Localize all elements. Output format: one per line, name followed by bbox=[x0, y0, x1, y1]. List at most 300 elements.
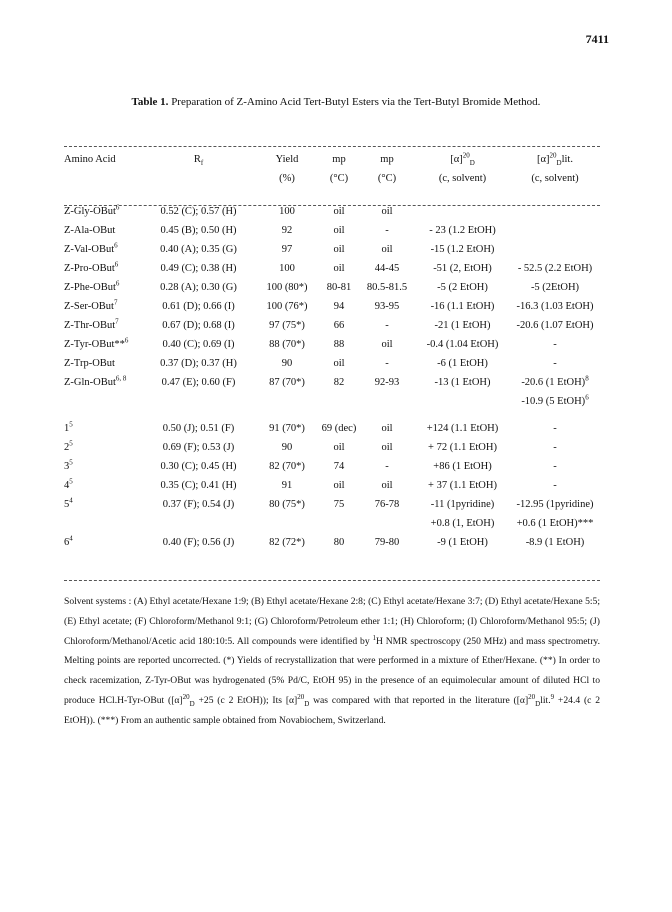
cell-mp2-value: 80.5-81.5 bbox=[366, 282, 408, 293]
cell-rot-value: -51 (2, EtOH) bbox=[433, 263, 492, 274]
cell-mp1-value: 74 bbox=[333, 461, 345, 472]
cell-amino-acid bbox=[64, 457, 142, 476]
cell-amino-acid bbox=[64, 202, 142, 221]
cell-mp1-value: 75 bbox=[333, 499, 345, 510]
cell-mp2 bbox=[359, 316, 415, 335]
header-lit-sub: D bbox=[556, 159, 562, 168]
amino-acid-ref: 4 bbox=[69, 534, 73, 543]
cell-lit bbox=[510, 457, 600, 476]
cell-rf-value: 0.37 (F); 0.54 (J) bbox=[162, 499, 235, 510]
cell-mp1 bbox=[319, 221, 359, 240]
cell-mp1-value: 80 bbox=[333, 537, 345, 548]
cell-amino-acid bbox=[64, 316, 142, 335]
cell-amino-acid bbox=[64, 392, 142, 411]
table-row bbox=[64, 297, 600, 316]
cell-lit bbox=[510, 533, 600, 552]
cell-mp1-value: oil bbox=[333, 206, 345, 217]
cell-mp1 bbox=[319, 316, 359, 335]
footnote-text-1: Solvent systems : (A) Ethyl acetate/Hexane 1:9; (B) Ethyl acetate/Hexane 2:8; (C) Ethyl acetate/Hexane 3:7; (D) Ethyl acetate/Hexane 5:5; (E) Ethyl acetate; (F) Chloroform/Methanol 9:1; (G) Chloroform/Petroleum ether 1:1; (H) Chloroform; (I) Chloroform/Methanol 95:5; (J) Chloroform/Methanol/Acetic acid 180:10:5. All compounds were identified by bbox=[64, 596, 600, 647]
cell-amino-acid bbox=[64, 335, 142, 354]
cell-lit bbox=[510, 373, 600, 392]
footnote-nmr-sup: 1 bbox=[372, 633, 376, 642]
cell-mp1-value: 94 bbox=[333, 301, 345, 312]
cell-lit-value: -8.9 (1 EtOH) bbox=[525, 537, 585, 548]
data-table bbox=[64, 150, 600, 552]
table-row bbox=[64, 240, 600, 259]
cell-rf-value: 0.49 (C); 0.38 (H) bbox=[160, 263, 237, 274]
cell-rf-value: 0.40 (C); 0.69 (I) bbox=[162, 339, 235, 350]
cell-rf-value: 0.28 (A); 0.30 (G) bbox=[160, 282, 237, 293]
cell-mp2-value: 79-80 bbox=[374, 537, 400, 548]
footnote-text-3: +25 (c 2 EtOH)); Its [α] bbox=[194, 694, 298, 706]
cell-mp1 bbox=[319, 419, 359, 438]
cell-rot bbox=[415, 259, 510, 278]
cell-rot bbox=[415, 457, 510, 476]
table-row bbox=[64, 476, 600, 495]
cell-mp1-value: 82 bbox=[333, 377, 345, 388]
cell-rf bbox=[142, 297, 255, 316]
cell-mp1 bbox=[319, 335, 359, 354]
cell-lit bbox=[510, 278, 600, 297]
table-row bbox=[64, 373, 600, 392]
header-rotation-lit bbox=[510, 150, 600, 169]
cell-lit bbox=[510, 354, 600, 373]
amino-acid-name: 4 bbox=[64, 480, 70, 491]
cell-rot bbox=[415, 533, 510, 552]
footnote-sub-1: D bbox=[189, 699, 195, 708]
cell-rf bbox=[142, 202, 255, 221]
footnote-text-5: lit. bbox=[540, 694, 551, 706]
amino-acid-ref: 7 bbox=[113, 298, 118, 307]
cell-lit-value: - 52.5 (2.2 EtOH) bbox=[517, 263, 593, 274]
cell-yield bbox=[255, 221, 319, 240]
cell-amino-acid bbox=[64, 438, 142, 457]
table-row bbox=[64, 316, 600, 335]
cell-mp2-value: 76-78 bbox=[374, 499, 400, 510]
cell-rf-value: 0.52 (C); 0.57 (H) bbox=[160, 206, 237, 217]
header-rf-label: R bbox=[193, 154, 201, 165]
cell-yield-value: 100 (76*) bbox=[266, 301, 308, 312]
cell-mp2-value: 93-95 bbox=[374, 301, 400, 312]
header-lit-suffix: lit. bbox=[561, 154, 573, 165]
cell-rf bbox=[142, 495, 255, 514]
cell-mp2 bbox=[359, 202, 415, 221]
cell-mp2 bbox=[359, 533, 415, 552]
cell-yield-value: 82 (72*) bbox=[269, 537, 305, 548]
cell-mp1-value: 66 bbox=[333, 320, 345, 331]
cell-rf-value: 0.40 (F); 0.56 (J) bbox=[162, 537, 235, 548]
table-row bbox=[64, 259, 600, 278]
cell-amino-acid bbox=[64, 221, 142, 240]
cell-amino-acid bbox=[64, 259, 142, 278]
cell-mp2 bbox=[359, 335, 415, 354]
cell-rf bbox=[142, 221, 255, 240]
cell-yield bbox=[255, 202, 319, 221]
header-rf-sub: f bbox=[200, 159, 204, 168]
amino-acid-ref: 4 bbox=[69, 496, 73, 505]
cell-rot bbox=[415, 278, 510, 297]
header-rotation bbox=[415, 150, 510, 169]
cell-rot bbox=[415, 392, 510, 411]
cell-amino-acid bbox=[64, 533, 142, 552]
cell-lit bbox=[510, 316, 600, 335]
cell-mp1 bbox=[319, 438, 359, 457]
cell-yield bbox=[255, 297, 319, 316]
header-mp: mp bbox=[332, 154, 346, 165]
cell-lit-value: - bbox=[553, 480, 557, 491]
table-caption bbox=[0, 96, 672, 108]
cell-amino-acid bbox=[64, 354, 142, 373]
amino-acid-ref: 5 bbox=[69, 458, 73, 467]
footnote-sub-2: D bbox=[304, 699, 310, 708]
cell-rf-value: 0.40 (A); 0.35 (G) bbox=[160, 244, 237, 255]
cell-rot bbox=[415, 221, 510, 240]
cell-yield-value: 90 bbox=[281, 442, 293, 453]
cell-mp1 bbox=[319, 495, 359, 514]
footnote-sup-3: 20 bbox=[528, 692, 536, 701]
cell-lit-ref: 6 bbox=[585, 393, 589, 402]
cell-rot-value: -6 (1 EtOH) bbox=[437, 358, 488, 369]
cell-mp1 bbox=[319, 514, 359, 533]
cell-lit bbox=[510, 392, 600, 411]
cell-mp1-value: oil bbox=[333, 263, 345, 274]
cell-rot-value: - 23 (1.2 EtOH) bbox=[429, 225, 496, 236]
cell-yield bbox=[255, 259, 319, 278]
cell-rot-value: -15 (1.2 EtOH) bbox=[430, 244, 495, 255]
cell-yield-value: 97 bbox=[281, 244, 293, 255]
cell-rot bbox=[415, 297, 510, 316]
cell-yield bbox=[255, 476, 319, 495]
cell-lit-value: -20.6 (1 EtOH) bbox=[521, 377, 586, 388]
cell-mp2-value: oil bbox=[381, 480, 393, 491]
header-rotation-sup: 20 bbox=[462, 151, 470, 160]
cell-rot-value: +0.8 (1, EtOH) bbox=[430, 518, 495, 529]
cell-mp1 bbox=[319, 278, 359, 297]
cell-mp2 bbox=[359, 495, 415, 514]
cell-mp1-value: oil bbox=[333, 442, 345, 453]
cell-rf bbox=[142, 316, 255, 335]
cell-lit-ref: 8 bbox=[585, 374, 589, 383]
cell-rot-value: -9 (1 EtOH) bbox=[437, 537, 488, 548]
cell-rot bbox=[415, 373, 510, 392]
header-rotation-sub: D bbox=[469, 159, 475, 168]
cell-amino-acid bbox=[64, 514, 142, 533]
header-rotation-lit-unit: (c, solvent) bbox=[531, 173, 579, 184]
cell-yield bbox=[255, 514, 319, 533]
cell-mp1-value: oil bbox=[333, 225, 345, 236]
header-rotation-label: [α] bbox=[450, 154, 463, 165]
cell-mp1-value: 88 bbox=[333, 339, 345, 350]
cell-mp2 bbox=[359, 457, 415, 476]
cell-rf bbox=[142, 514, 255, 533]
cell-lit-value: -5 (2EtOH) bbox=[530, 282, 580, 293]
cell-mp2 bbox=[359, 392, 415, 411]
cell-mp2-value: oil bbox=[381, 339, 393, 350]
cell-mp1 bbox=[319, 533, 359, 552]
cell-amino-acid bbox=[64, 297, 142, 316]
cell-rot bbox=[415, 316, 510, 335]
cell-mp1 bbox=[319, 297, 359, 316]
cell-lit bbox=[510, 419, 600, 438]
amino-acid-name: 6 bbox=[64, 537, 70, 548]
header-yield: Yield bbox=[275, 154, 299, 165]
cell-rot bbox=[415, 335, 510, 354]
cell-rf-value: 0.37 (D); 0.37 (H) bbox=[160, 358, 237, 369]
amino-acid-name: Z-Val-OBut bbox=[64, 244, 115, 255]
amino-acid-ref: 6 bbox=[115, 203, 120, 212]
cell-mp2-value: - bbox=[385, 358, 389, 369]
table-row bbox=[64, 495, 600, 514]
page-number: 7411 bbox=[585, 32, 609, 46]
cell-mp1-value: 69 (dec) bbox=[321, 423, 357, 434]
cell-lit bbox=[510, 259, 600, 278]
table-bottom-rule bbox=[64, 580, 600, 581]
cell-rot bbox=[415, 202, 510, 221]
amino-acid-name: 5 bbox=[64, 499, 70, 510]
cell-amino-acid bbox=[64, 495, 142, 514]
cell-mp1 bbox=[319, 202, 359, 221]
cell-rot bbox=[415, 240, 510, 259]
cell-lit-value: +0.6 (1 EtOH)*** bbox=[516, 518, 594, 529]
cell-mp1 bbox=[319, 259, 359, 278]
footnote-sub-3: D bbox=[535, 699, 541, 708]
cell-rf-value: 0.47 (E); 0.60 (F) bbox=[161, 377, 236, 388]
amino-acid-ref: 5 bbox=[69, 439, 73, 448]
cell-rot bbox=[415, 495, 510, 514]
amino-acid-name: Z-Tyr-OBut** bbox=[64, 339, 125, 350]
cell-rot-value: + 72 (1.1 EtOH) bbox=[428, 442, 497, 453]
cell-mp1 bbox=[319, 373, 359, 392]
cell-rf bbox=[142, 457, 255, 476]
cell-yield-value: 80 (75*) bbox=[269, 499, 305, 510]
cell-mp1-value: 80-81 bbox=[326, 282, 352, 293]
cell-rf bbox=[142, 373, 255, 392]
cell-yield bbox=[255, 457, 319, 476]
cell-rf bbox=[142, 278, 255, 297]
footnote-text-2: H NMR spectroscopy (250 MHz) and mass spectrometry. Melting points are reported uncorrected. (*) Yields of recrystallization that were performed in a mixture of Ether/Hexane. (**) In order to check racemization, Z-Tyr-OBut was hydrogenated (5% Pd/C, EtOH 95) in the presence of an equimolecular amount of diluted HCl to produce HCl.H-Tyr-OBut ([α] bbox=[64, 635, 600, 706]
cell-lit bbox=[510, 514, 600, 533]
cell-mp2-value: oil bbox=[381, 206, 393, 217]
cell-lit-value: -12.95 (1pyridine) bbox=[516, 499, 594, 510]
cell-lit bbox=[510, 335, 600, 354]
cell-yield bbox=[255, 392, 319, 411]
header-lit-sup: 20 bbox=[549, 151, 557, 160]
amino-acid-name: Z-Phe-OBut bbox=[64, 282, 116, 293]
cell-mp1 bbox=[319, 354, 359, 373]
cell-lit bbox=[510, 297, 600, 316]
table-row bbox=[64, 514, 600, 533]
cell-mp2-value: - bbox=[385, 225, 389, 236]
cell-mp2-value: oil bbox=[381, 423, 393, 434]
header-amino-acid: Amino Acid bbox=[64, 154, 116, 165]
amino-acid-name: 1 bbox=[64, 423, 70, 434]
cell-rf-value: 0.35 (C); 0.41 (H) bbox=[160, 480, 237, 491]
cell-mp2 bbox=[359, 514, 415, 533]
footnote-text-4: was compared with that reported in the literature ([α] bbox=[309, 694, 529, 706]
cell-mp1-value: oil bbox=[333, 358, 345, 369]
amino-acid-ref: 6 bbox=[115, 279, 120, 288]
cell-mp1-value: oil bbox=[333, 480, 345, 491]
cell-mp2-value: oil bbox=[381, 442, 393, 453]
cell-mp1 bbox=[319, 392, 359, 411]
cell-mp2 bbox=[359, 259, 415, 278]
table-row bbox=[64, 202, 600, 221]
cell-mp2 bbox=[359, 354, 415, 373]
cell-yield-value: 82 (70*) bbox=[269, 461, 305, 472]
cell-rot-value: + 37 (1.1 EtOH) bbox=[428, 480, 497, 491]
amino-acid-ref: 6, 8 bbox=[115, 374, 127, 383]
amino-acid-ref: 7 bbox=[115, 317, 119, 326]
cell-yield bbox=[255, 373, 319, 392]
cell-rot bbox=[415, 354, 510, 373]
cell-mp2 bbox=[359, 221, 415, 240]
cell-rot-value: -16 (1.1 EtOH) bbox=[430, 301, 495, 312]
cell-rf-value: 0.45 (B); 0.50 (H) bbox=[160, 225, 237, 236]
cell-yield-value: 91 bbox=[281, 480, 293, 491]
table-row bbox=[64, 419, 600, 438]
cell-amino-acid bbox=[64, 419, 142, 438]
footnote-lit-ref: 9 bbox=[550, 692, 555, 701]
cell-rf bbox=[142, 533, 255, 552]
cell-lit bbox=[510, 202, 600, 221]
cell-mp2 bbox=[359, 373, 415, 392]
footnote-sup-2: 20 bbox=[297, 692, 305, 701]
cell-rf-value: 0.69 (F); 0.53 (J) bbox=[162, 442, 235, 453]
cell-mp1 bbox=[319, 457, 359, 476]
table-top-rule bbox=[64, 146, 600, 147]
cell-mp2-value: 92-93 bbox=[374, 377, 400, 388]
amino-acid-name: Z-Gln-OBut bbox=[64, 377, 116, 388]
cell-lit bbox=[510, 438, 600, 457]
header-rotation-unit: (c, solvent) bbox=[438, 173, 487, 184]
cell-yield bbox=[255, 335, 319, 354]
cell-rf bbox=[142, 419, 255, 438]
cell-mp2 bbox=[359, 240, 415, 259]
cell-mp2-value: - bbox=[385, 461, 389, 472]
cell-rf-value: 0.67 (D); 0.68 (I) bbox=[162, 320, 235, 331]
cell-mp1-value: oil bbox=[333, 244, 345, 255]
cell-amino-acid bbox=[64, 476, 142, 495]
cell-rf bbox=[142, 476, 255, 495]
cell-yield bbox=[255, 240, 319, 259]
cell-mp2-value: - bbox=[385, 320, 389, 331]
amino-acid-name: 3 bbox=[64, 461, 70, 472]
cell-rot-value: -11 (1pyridine) bbox=[430, 499, 495, 510]
table-row bbox=[64, 278, 600, 297]
cell-amino-acid bbox=[64, 278, 142, 297]
cell-lit-value: -10.9 (5 EtOH) bbox=[521, 396, 586, 407]
amino-acid-ref: 5 bbox=[69, 477, 73, 486]
cell-rf bbox=[142, 438, 255, 457]
cell-yield bbox=[255, 316, 319, 335]
cell-rf bbox=[142, 259, 255, 278]
amino-acid-name: Z-Trp-OBut bbox=[64, 358, 115, 369]
cell-rf bbox=[142, 354, 255, 373]
table-footnotes bbox=[64, 592, 600, 731]
cell-yield-value: 88 (70*) bbox=[269, 339, 305, 350]
cell-rf-value: 0.50 (J); 0.51 (F) bbox=[162, 423, 235, 434]
cell-rot-value: -13 (1 EtOH) bbox=[434, 377, 491, 388]
cell-lit bbox=[510, 221, 600, 240]
table-row bbox=[64, 335, 600, 354]
cell-lit-value: - bbox=[553, 358, 557, 369]
cell-yield-value: 90 bbox=[281, 358, 293, 369]
cell-rot-value: -21 (1 EtOH) bbox=[434, 320, 491, 331]
table-row bbox=[64, 533, 600, 552]
cell-mp2 bbox=[359, 278, 415, 297]
cell-mp2 bbox=[359, 297, 415, 316]
cell-yield bbox=[255, 438, 319, 457]
cell-mp2 bbox=[359, 476, 415, 495]
cell-lit-value: -16.3 (1.03 EtOH) bbox=[516, 301, 594, 312]
cell-yield bbox=[255, 495, 319, 514]
table-row bbox=[64, 392, 600, 411]
cell-lit-value: - bbox=[553, 461, 557, 472]
cell-amino-acid bbox=[64, 373, 142, 392]
cell-yield-value: 100 bbox=[279, 263, 295, 274]
cell-rot-value: +124 (1.1 EtOH) bbox=[426, 423, 499, 434]
cell-mp2-value: 44-45 bbox=[374, 263, 400, 274]
cell-rot bbox=[415, 438, 510, 457]
cell-rf-value: 0.30 (C); 0.45 (H) bbox=[160, 461, 237, 472]
amino-acid-name: Z-Thr-OBut bbox=[64, 320, 116, 331]
table-row bbox=[64, 221, 600, 240]
table-caption-label: Table 1. bbox=[131, 96, 169, 108]
cell-lit bbox=[510, 476, 600, 495]
cell-rot-value: -5 (2 EtOH) bbox=[437, 282, 488, 293]
header-row bbox=[64, 150, 600, 169]
cell-mp2 bbox=[359, 419, 415, 438]
amino-acid-ref: 6 bbox=[114, 260, 119, 269]
cell-rf bbox=[142, 392, 255, 411]
table-caption-text: Preparation of Z-Amino Acid Tert-Butyl Esters via the Tert-Butyl Bromide Method. bbox=[171, 96, 541, 108]
cell-amino-acid bbox=[64, 240, 142, 259]
header-mp-lit-unit: (°C) bbox=[377, 173, 397, 184]
amino-acid-name: Z-Gly-OBut bbox=[64, 206, 116, 217]
cell-yield bbox=[255, 278, 319, 297]
cell-yield bbox=[255, 354, 319, 373]
cell-rot bbox=[415, 476, 510, 495]
cell-rot bbox=[415, 419, 510, 438]
amino-acid-ref: 6 bbox=[114, 241, 118, 250]
cell-mp2-value: oil bbox=[381, 244, 393, 255]
amino-acid-name: Z-Pro-OBut bbox=[64, 263, 115, 274]
header-rf bbox=[142, 150, 255, 169]
cell-rf bbox=[142, 240, 255, 259]
cell-yield-value: 92 bbox=[281, 225, 293, 236]
cell-rot-value: +86 (1 EtOH) bbox=[433, 461, 492, 472]
amino-acid-name: Z-Ala-OBut bbox=[64, 225, 116, 236]
cell-yield-value: 100 (80*) bbox=[266, 282, 308, 293]
cell-mp1 bbox=[319, 476, 359, 495]
cell-mp1 bbox=[319, 240, 359, 259]
header-yield-unit: (%) bbox=[279, 173, 295, 184]
amino-acid-name: Z-Ser-OBut bbox=[64, 301, 114, 312]
cell-yield-value: 91 (70*) bbox=[269, 423, 305, 434]
cell-lit-value: - bbox=[553, 339, 557, 350]
cell-yield bbox=[255, 419, 319, 438]
cell-lit bbox=[510, 240, 600, 259]
header-mp-lit: mp bbox=[380, 154, 394, 165]
footnote-text-6: +24.4 (c 2 EtOH)). (***) From an authentic sample obtained from Novabiochem, Switzerland. bbox=[64, 694, 601, 726]
table-row bbox=[64, 438, 600, 457]
amino-acid-ref: 6 bbox=[124, 336, 129, 345]
cell-yield-value: 100 bbox=[279, 206, 295, 217]
footnote-sup-1: 20 bbox=[182, 692, 190, 701]
cell-mp2 bbox=[359, 438, 415, 457]
header-mp-unit: (°C) bbox=[329, 173, 349, 184]
amino-acid-name: 2 bbox=[64, 442, 70, 453]
